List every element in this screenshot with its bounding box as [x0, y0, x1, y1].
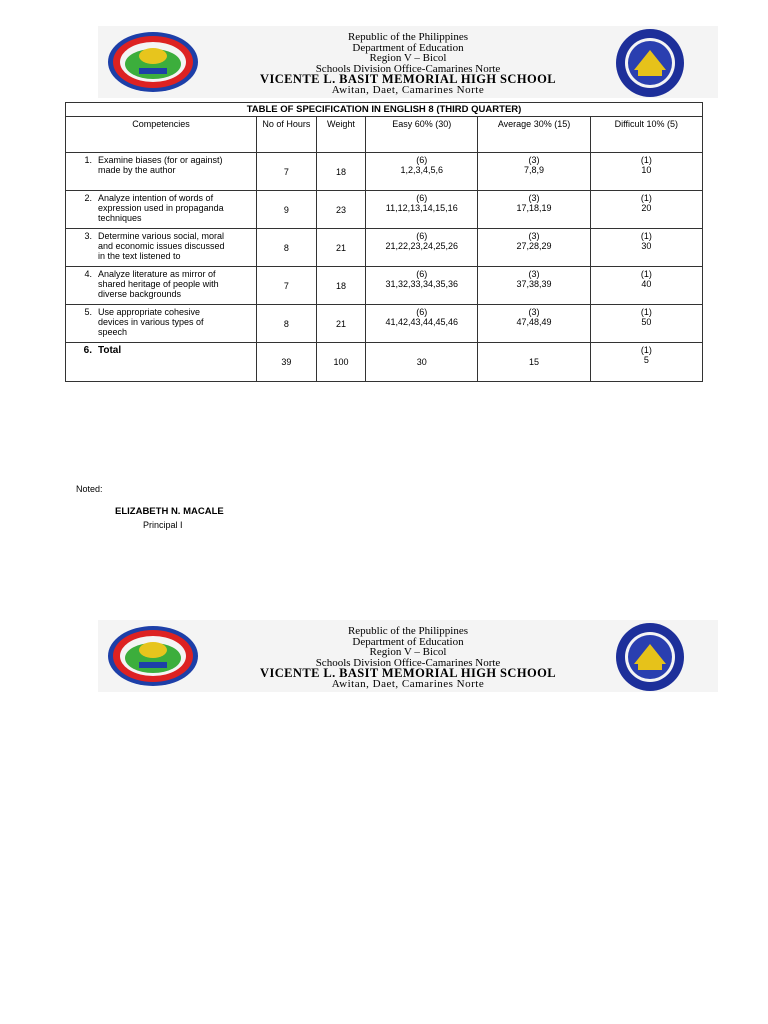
easy-items: 11,12,13,14,15,16	[385, 203, 458, 213]
header-average: Average 30% (15)	[478, 117, 590, 153]
easy-cell	[366, 153, 478, 191]
difficult-cell	[590, 305, 702, 343]
total-weight: 100	[316, 343, 365, 382]
average-count: (3)	[528, 193, 540, 203]
hours-cell: 9	[256, 191, 316, 229]
row-number: 2.	[84, 193, 92, 203]
competency-cell	[66, 153, 257, 191]
row-number: 1.	[84, 155, 92, 165]
header-easy: Easy 60% (30)	[366, 117, 478, 153]
difficult-items: 30	[641, 241, 652, 251]
easy-count: (6)	[416, 231, 428, 241]
competency-text: Examine biases (for or against) made by the author	[98, 155, 223, 175]
difficult-items: 50	[641, 317, 652, 327]
hours-cell: 8	[256, 229, 316, 267]
competency-cell	[66, 191, 257, 229]
average-items: 47,48,49	[516, 317, 552, 327]
header-competencies: Competencies	[66, 117, 257, 153]
weight-cell: 21	[316, 305, 365, 343]
school-name-line: VICENTE L. BASIT MEMORIAL HIGH SCHOOL	[260, 72, 556, 86]
easy-cell	[366, 305, 478, 343]
total-difficult-items: 5	[643, 355, 649, 365]
average-items: 27,28,29	[516, 241, 552, 251]
total-label: Total	[98, 345, 122, 356]
noted-label: Noted:	[76, 484, 103, 494]
competency-text: Analyze literature as mirror of shared heritage of people with diverse backgrounds	[98, 269, 219, 299]
row-number: 5.	[84, 307, 92, 317]
table-row	[66, 267, 703, 305]
competency-text: Determine various social, moral and economic issues discussed in the text listened to	[98, 231, 225, 261]
difficult-items: 10	[641, 165, 652, 175]
difficult-count: (1)	[640, 155, 652, 165]
average-items: 17,18,19	[516, 203, 552, 213]
difficult-cell	[590, 191, 702, 229]
signer-position: Principal I	[143, 520, 183, 530]
total-row	[66, 343, 703, 382]
specification-table	[65, 102, 703, 382]
department-line: Department of Education	[352, 635, 464, 648]
table-title: TABLE OF SPECIFICATION IN ENGLISH 8 (THIRD QUARTER)	[66, 103, 703, 117]
total-easy: 30	[366, 343, 478, 382]
weight-cell: 18	[316, 153, 365, 191]
address-line: Awitan, Daet, Camarines Norte	[331, 83, 485, 96]
total-difficult	[590, 343, 702, 382]
school-name-line: VICENTE L. BASIT MEMORIAL HIGH SCHOOL	[260, 666, 556, 680]
header-hours: No of Hours	[256, 117, 316, 153]
difficult-count: (1)	[640, 269, 652, 279]
difficult-items: 40	[641, 279, 652, 289]
easy-items: 1,2,3,4,5,6	[400, 165, 444, 175]
table-row	[66, 229, 703, 267]
competency-cell	[66, 229, 257, 267]
easy-items: 41,42,43,44,45,46	[385, 317, 459, 327]
table-row	[66, 153, 703, 191]
letterhead-bottom	[98, 620, 718, 692]
total-difficult-count: (1)	[640, 345, 652, 355]
hours-cell: 7	[256, 267, 316, 305]
average-cell	[478, 191, 590, 229]
region-line: Region V – Bicol	[369, 52, 447, 64]
easy-count: (6)	[416, 193, 428, 203]
difficult-items: 20	[641, 203, 652, 213]
competency-cell	[66, 305, 257, 343]
address-line: Awitan, Daet, Camarines Norte	[331, 677, 485, 690]
average-count: (3)	[528, 307, 540, 317]
total-average: 15	[478, 343, 590, 382]
header-difficult: Difficult 10% (5)	[590, 117, 702, 153]
table-row	[66, 305, 703, 343]
average-cell	[478, 305, 590, 343]
easy-items: 31,32,33,34,35,36	[385, 279, 459, 289]
difficult-count: (1)	[640, 231, 652, 241]
average-count: (3)	[528, 231, 540, 241]
easy-cell	[366, 229, 478, 267]
letterhead-top	[98, 26, 718, 98]
letterhead-text	[208, 32, 608, 95]
competency-text: Use appropriate cohesive devices in various types of speech	[98, 307, 204, 337]
difficult-count: (1)	[640, 307, 652, 317]
row-number: 4.	[84, 269, 92, 279]
easy-cell	[366, 267, 478, 305]
country-line: Republic of the Philippines	[347, 625, 469, 637]
difficult-cell	[590, 153, 702, 191]
school-seal-logo	[106, 30, 200, 94]
department-line: Department of Education	[352, 41, 464, 54]
average-count: (3)	[528, 269, 540, 279]
average-cell	[478, 153, 590, 191]
letterhead-text	[208, 626, 608, 689]
hours-cell: 7	[256, 153, 316, 191]
region-line: Region V – Bicol	[369, 646, 447, 658]
school-seal-logo	[106, 624, 200, 688]
average-count: (3)	[528, 155, 540, 165]
difficult-cell	[590, 229, 702, 267]
difficult-count: (1)	[640, 193, 652, 203]
header-weight: Weight	[316, 117, 365, 153]
table-row	[66, 191, 703, 229]
average-items: 37,38,39	[516, 279, 552, 289]
average-items: 7,8,9	[524, 165, 545, 175]
signer-name: ELIZABETH N. MACALE	[115, 506, 224, 517]
weight-cell: 18	[316, 267, 365, 305]
deped-seal-logo	[608, 622, 692, 692]
weight-cell: 21	[316, 229, 365, 267]
hours-cell: 8	[256, 305, 316, 343]
deped-seal-logo	[608, 28, 692, 98]
division-line: Schools Division Office-Camarines Norte	[315, 62, 501, 75]
weight-cell: 23	[316, 191, 365, 229]
total-number: 6.	[83, 345, 92, 356]
easy-count: (6)	[416, 269, 428, 279]
division-line: Schools Division Office-Camarines Norte	[315, 656, 501, 669]
difficult-cell	[590, 267, 702, 305]
competency-cell	[66, 267, 257, 305]
easy-items: 21,22,23,24,25,26	[385, 241, 459, 251]
row-number: 3.	[84, 231, 92, 241]
total-hours: 39	[256, 343, 316, 382]
average-cell	[478, 229, 590, 267]
country-line: Republic of the Philippines	[347, 31, 469, 43]
easy-cell	[366, 191, 478, 229]
total-label-cell	[66, 343, 257, 382]
easy-count: (6)	[416, 307, 428, 317]
easy-count: (6)	[416, 155, 428, 165]
competency-text: Analyze intention of words of expression used in propaganda techniques	[98, 193, 224, 223]
average-cell	[478, 267, 590, 305]
